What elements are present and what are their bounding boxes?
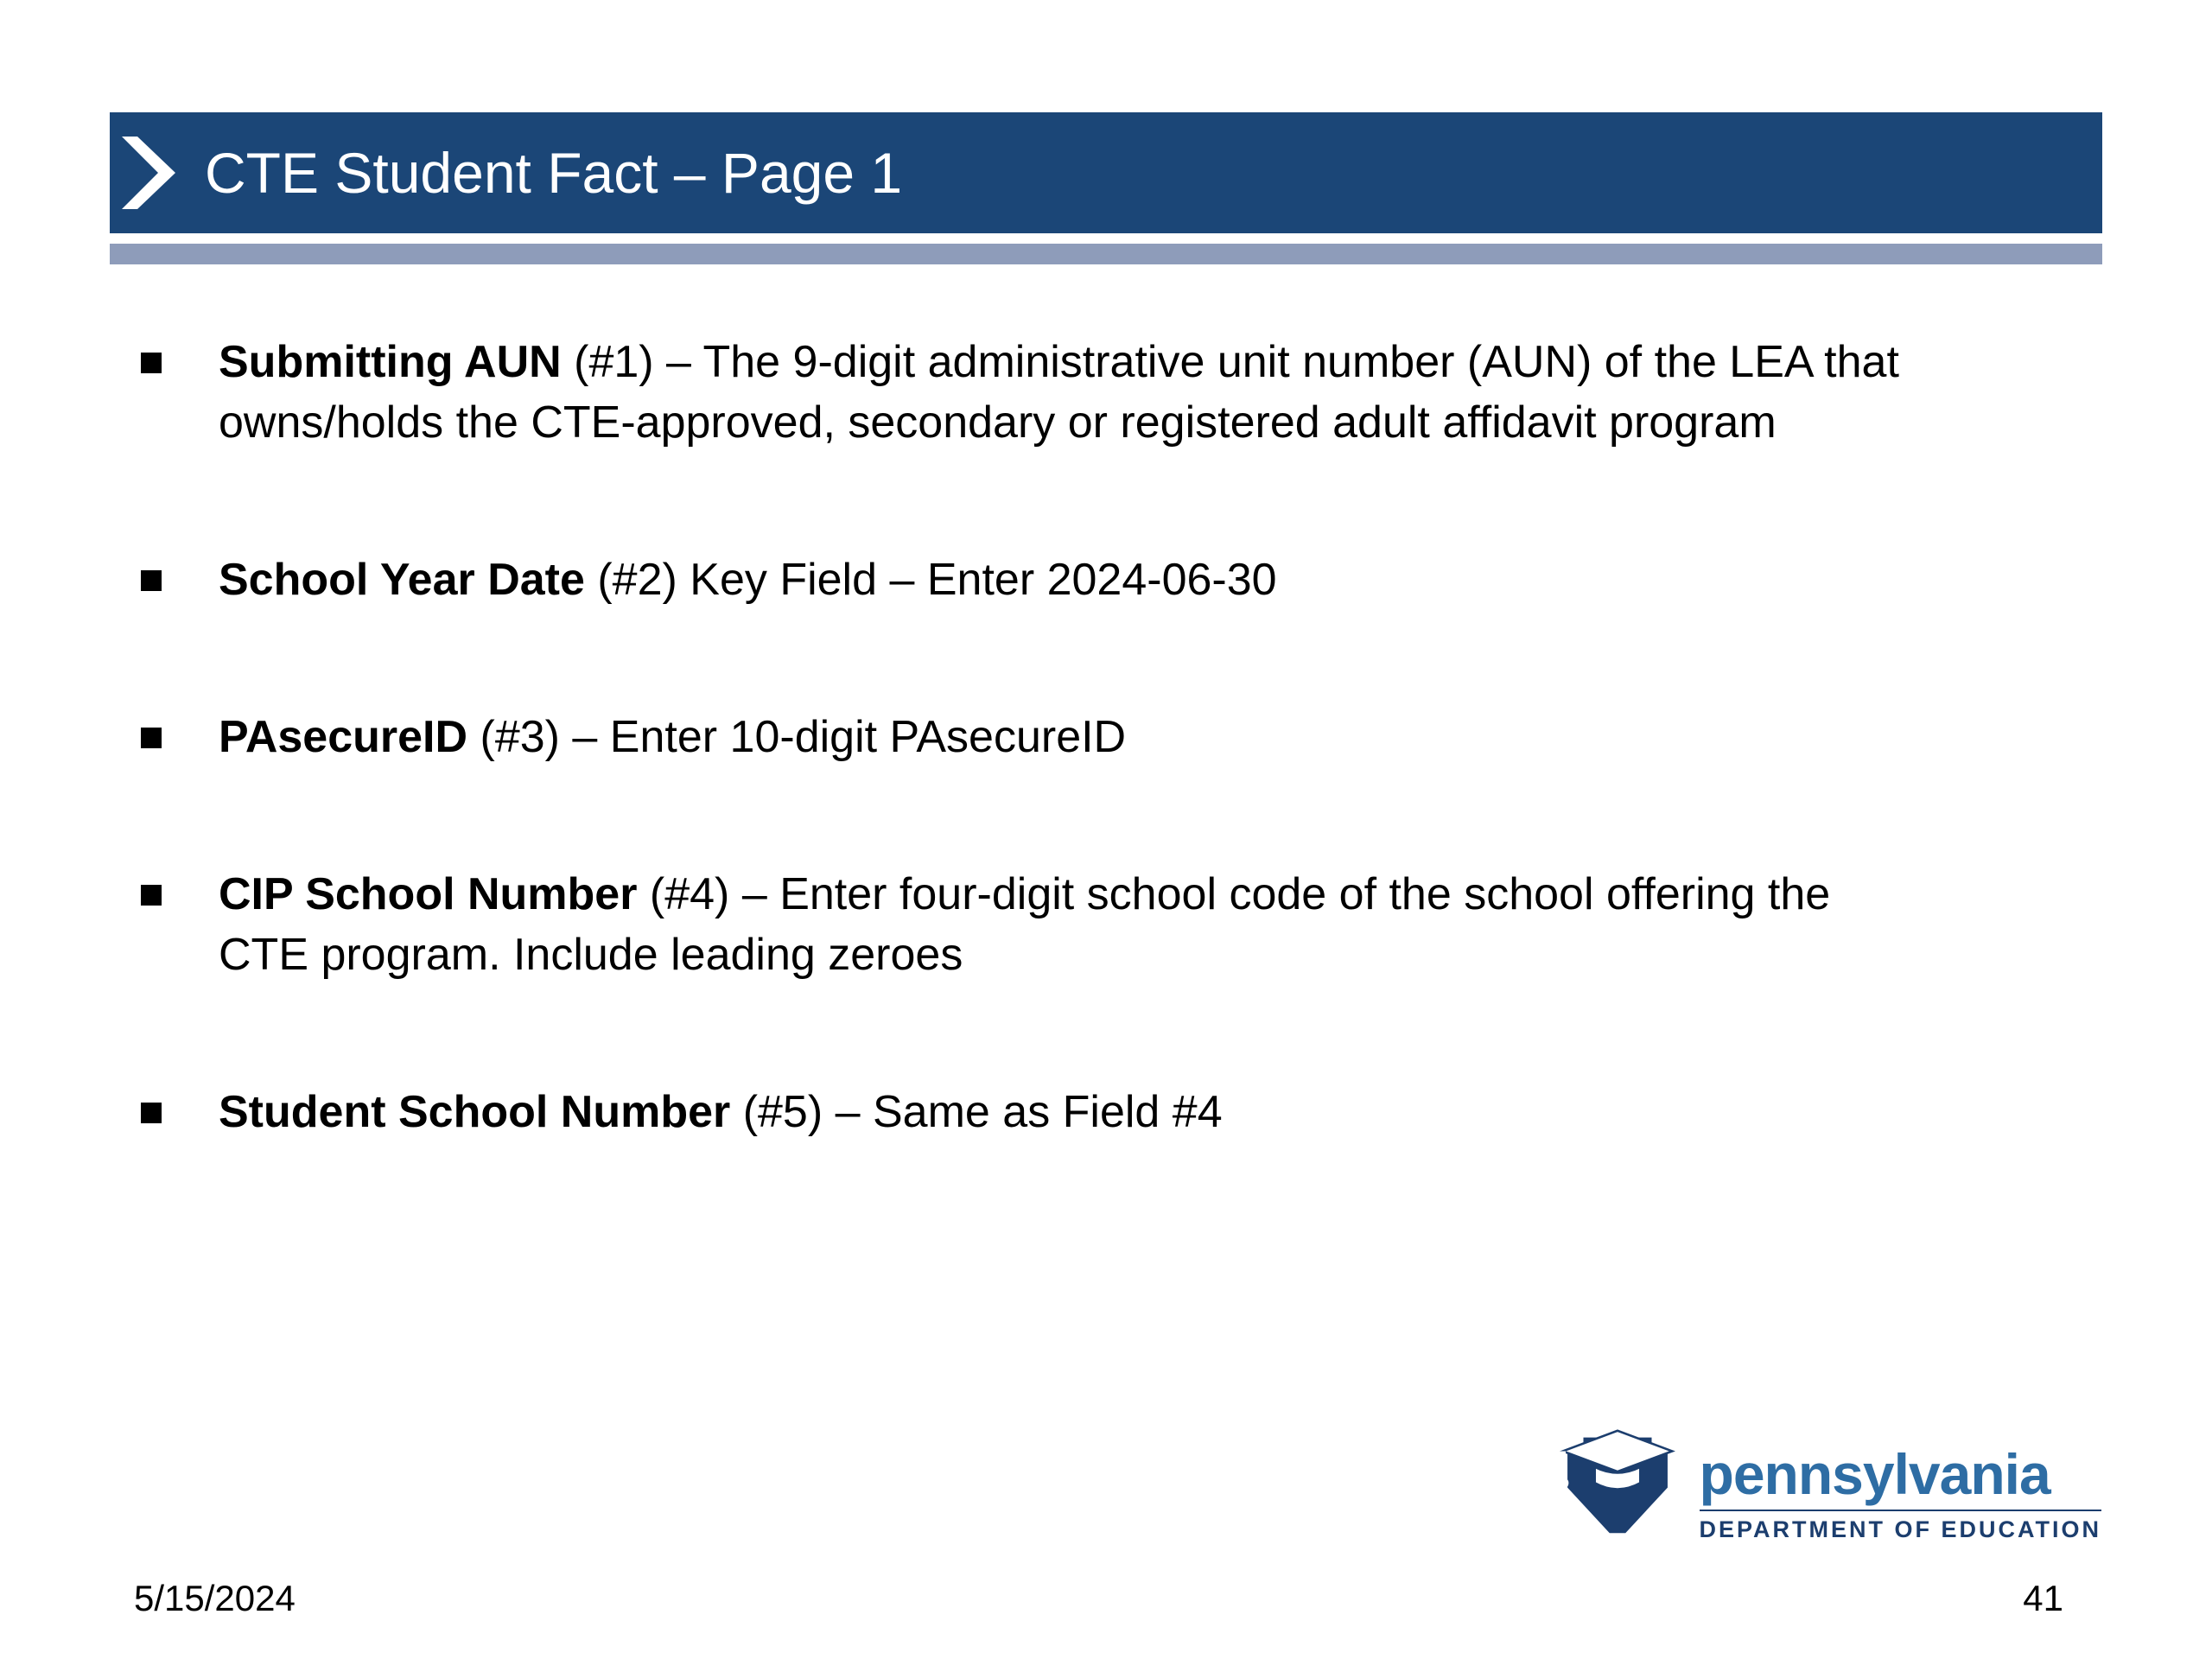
pde-subtitle: DEPARTMENT OF EDUCATION	[1700, 1510, 2101, 1543]
pde-logo-text	[1699, 1442, 2101, 1547]
bullet-text	[219, 707, 1126, 767]
bullet-square-icon	[141, 1103, 162, 1123]
pde-logo	[1549, 1417, 2101, 1547]
bullet-square-icon	[141, 728, 162, 748]
bullet-bold-label: Student School Number	[219, 1087, 731, 1137]
page-title: CTE Student Fact – Page 1	[205, 141, 903, 205]
accent-stripe	[110, 244, 2102, 264]
bullet-body-text: (#3) – Enter 10-digit PAsecureID	[467, 712, 1127, 762]
chevron-right-icon	[122, 131, 182, 214]
bullet-text	[219, 332, 1929, 453]
bullet-bold-label: School Year Date	[219, 555, 585, 605]
footer-page-number: 41	[2023, 1578, 2063, 1618]
bullet-body-text: (#2) Key Field – Enter 2024-06-30	[584, 555, 1277, 605]
slide-title-bar	[110, 112, 2102, 233]
bullet-body-text: (#1) – The 9-digit administrative unit number (AUN) of the LEA that owns/holds the CTE-approved, secondary or registered adult affidavit program	[219, 337, 1899, 448]
bullet-bold-label: Submitting AUN	[219, 337, 562, 387]
bullet-item	[141, 332, 1955, 453]
bullet-square-icon	[141, 885, 162, 906]
bullet-item	[141, 1082, 1955, 1142]
footer-date: 5/15/2024	[134, 1578, 296, 1618]
bullet-text	[219, 550, 1277, 610]
bullet-square-icon	[141, 570, 162, 591]
pde-wordmark: pennsylvania	[1699, 1442, 2050, 1506]
bullet-square-icon	[141, 353, 162, 373]
bullet-body-text: (#4) – Enter four-digit school code of the school offering the CTE program. Include leading zeroes	[219, 869, 1831, 980]
bullet-bold-label: PAsecureID	[219, 712, 468, 762]
bullet-item	[141, 550, 1955, 610]
bullet-text	[219, 864, 1929, 985]
bullet-bold-label: CIP School Number	[219, 869, 638, 919]
bullet-item	[141, 707, 1955, 767]
bullet-item	[141, 864, 1955, 985]
bullet-text	[219, 1082, 1223, 1142]
bullet-list	[141, 332, 1955, 1239]
bullet-body-text: (#5) – Same as Field #4	[730, 1087, 1223, 1137]
keystone-graduation-cap-icon	[1549, 1417, 1686, 1547]
